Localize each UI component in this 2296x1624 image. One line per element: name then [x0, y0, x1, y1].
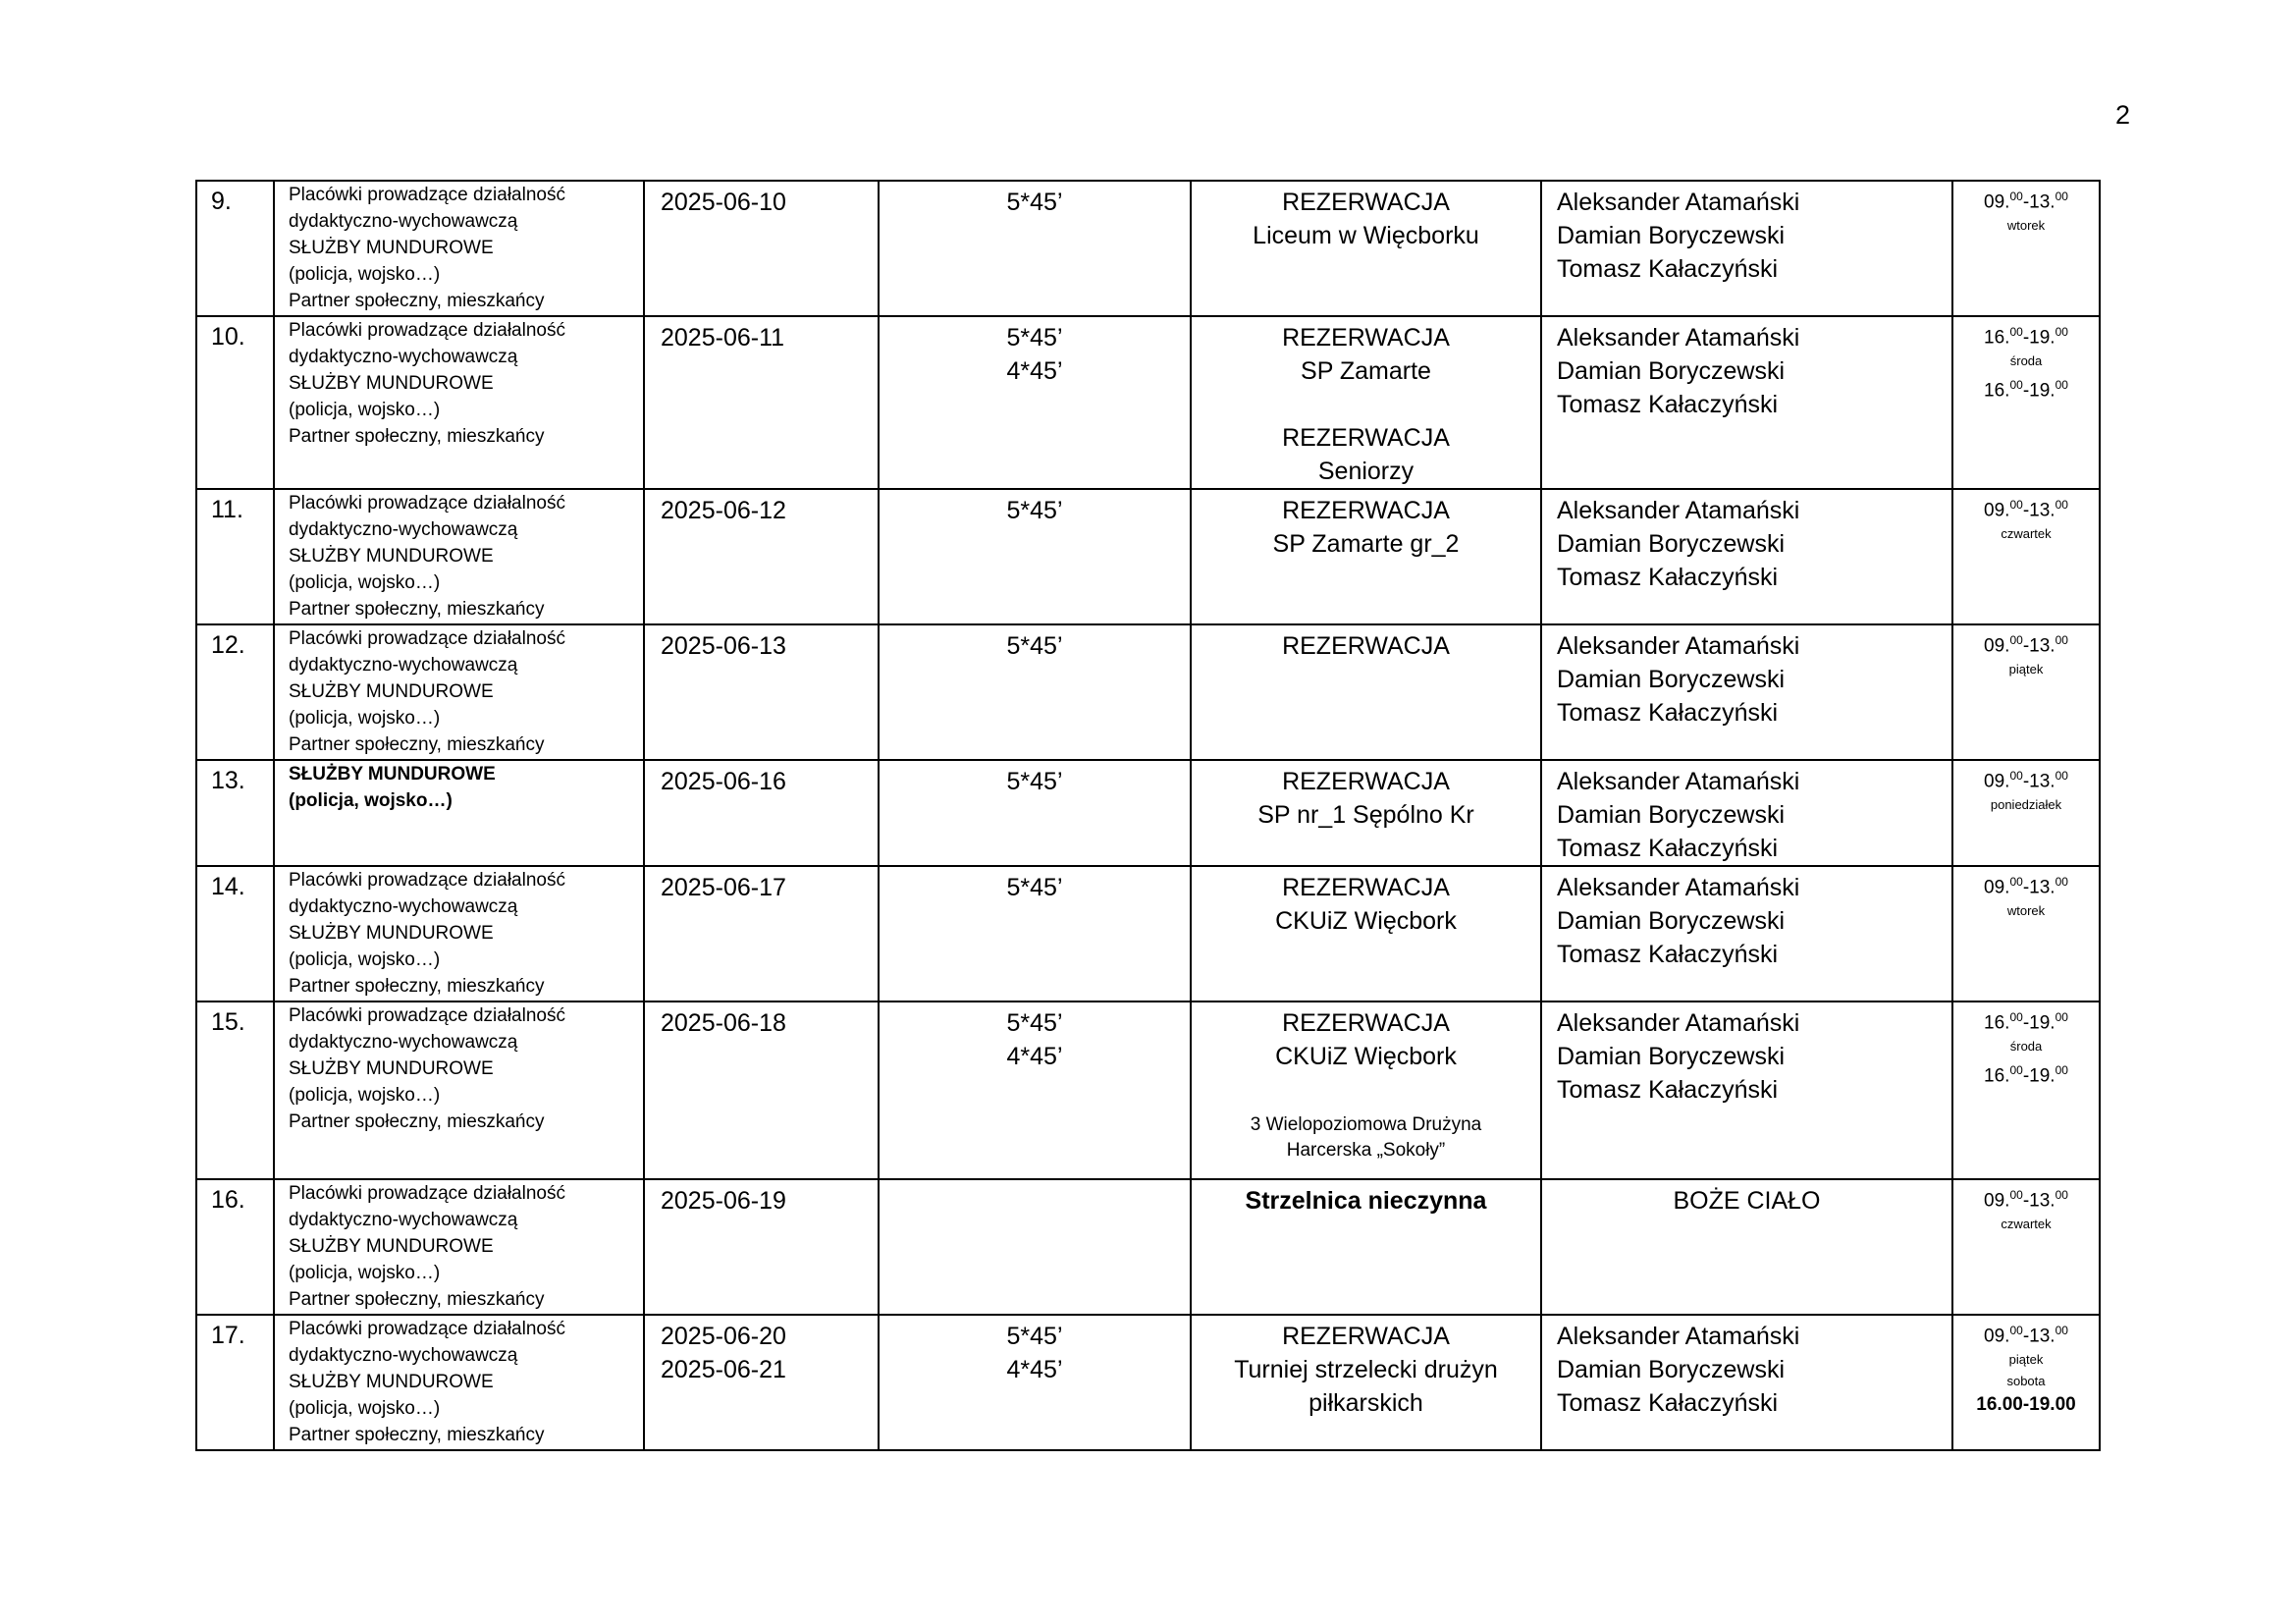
target-line: (policja, wojsko…)	[289, 1085, 441, 1106]
status-line: piłkarskich	[1308, 1389, 1423, 1417]
duration: 5*45’	[1006, 1323, 1063, 1350]
date: 2025-06-11	[661, 324, 785, 352]
hours-cell	[1952, 181, 2100, 316]
status-line: SP Zamarte gr_2	[1272, 530, 1460, 558]
staff-name: Tomasz Kałaczyński	[1557, 564, 1779, 591]
duration: 5*45’	[1006, 1009, 1063, 1037]
table-row	[196, 760, 2100, 866]
duration: 5*45’	[1006, 874, 1063, 901]
status-line: REZERWACJA	[1282, 1009, 1450, 1037]
staff-name: Damian Boryczewski	[1557, 530, 1786, 558]
target-line: Placówki prowadzące działalność	[289, 870, 565, 891]
time-range: 16.00-19.00	[1984, 325, 2068, 349]
staff-name: Tomasz Kałaczyński	[1557, 391, 1779, 418]
target-line: Placówki prowadzące działalność	[289, 493, 565, 514]
date-cell	[644, 316, 879, 489]
status-cell	[1191, 489, 1541, 624]
staff-name: Aleksander Atamański	[1557, 324, 1800, 352]
status-line: Seniorzy	[1317, 458, 1415, 485]
target-line: Partner społeczny, mieszkańcy	[289, 734, 545, 755]
time-range: 09.00-13.00	[1984, 633, 2068, 657]
date-cell	[644, 760, 879, 866]
weekday: wtorek	[2006, 218, 2046, 234]
target-group	[274, 866, 644, 1001]
date: 2025-06-17	[661, 874, 786, 901]
status-line: Turniej strzelecki drużyn	[1234, 1356, 1498, 1383]
table-row	[196, 624, 2100, 760]
staff-name: Tomasz Kałaczyński	[1557, 699, 1779, 727]
staff-name: Aleksander Atamański	[1557, 1323, 1800, 1350]
status-line: REZERWACJA	[1282, 874, 1450, 901]
target-line: dydaktyczno-wychowawczą	[289, 1032, 518, 1053]
duration: 4*45’	[1006, 1043, 1063, 1070]
staff-name: Aleksander Atamański	[1557, 768, 1800, 795]
time-range: 16.00-19.00	[1984, 1063, 2068, 1087]
date-cell	[644, 181, 879, 316]
staff-cell	[1541, 1315, 1952, 1450]
status-line: CKUiZ Więcbork	[1275, 907, 1457, 935]
staff-name: Damian Boryczewski	[1557, 357, 1786, 385]
weekday: czwartek	[2001, 526, 2052, 542]
target-line: (policja, wojsko…)	[289, 949, 441, 970]
staff-name: Damian Boryczewski	[1557, 1043, 1786, 1070]
weekday: wtorek	[2006, 903, 2046, 919]
staff-name: Tomasz Kałaczyński	[1557, 835, 1779, 862]
target-line: Placówki prowadzące działalność	[289, 628, 565, 649]
staff-name: Damian Boryczewski	[1557, 907, 1786, 935]
date: 2025-06-19	[661, 1187, 786, 1215]
table-row	[196, 489, 2100, 624]
row-number: 12.	[196, 624, 274, 760]
duration: 4*45’	[1006, 357, 1063, 385]
status-cell	[1191, 181, 1541, 316]
date: 2025-06-20	[661, 1323, 786, 1350]
staff-cell	[1541, 624, 1952, 760]
target-line: (policja, wojsko…)	[289, 708, 441, 729]
status-line: REZERWACJA	[1282, 768, 1450, 795]
weekday: piątek	[2008, 1352, 2044, 1368]
status-line: CKUiZ Więcbork	[1275, 1043, 1457, 1070]
target-line: Placówki prowadzące działalność	[289, 1319, 565, 1339]
date-cell	[644, 624, 879, 760]
table-row	[196, 1179, 2100, 1315]
hours-cell	[1952, 1179, 2100, 1315]
target-line: SŁUŻBY MUNDUROWE	[289, 1372, 494, 1392]
staff-name: Aleksander Atamański	[1557, 497, 1800, 524]
target-line: SŁUŻBY MUNDUROWE	[289, 373, 494, 394]
status-note: 3 Wielopoziomowa Drużyna Harcerska „Sokoły”	[1250, 1114, 1482, 1161]
target-line: dydaktyczno-wychowawczą	[289, 655, 518, 676]
target-line: dydaktyczno-wychowawczą	[289, 519, 518, 540]
staff-name: Tomasz Kałaczyński	[1557, 255, 1779, 283]
date: 2025-06-21	[661, 1356, 786, 1383]
duration: 5*45’	[1006, 768, 1063, 795]
duration-cell	[879, 866, 1191, 1001]
hours-cell	[1952, 316, 2100, 489]
target-group	[274, 1179, 644, 1315]
duration-cell	[879, 316, 1191, 489]
target-group	[274, 1315, 644, 1450]
duration: 5*45’	[1006, 189, 1063, 216]
weekday: środa	[2009, 1039, 2043, 1055]
duration-cell	[879, 181, 1191, 316]
status-cell	[1191, 1179, 1541, 1315]
target-line: (policja, wojsko…)	[289, 790, 453, 811]
staff-cell	[1541, 1179, 1952, 1315]
hours-cell	[1952, 1001, 2100, 1179]
time-range: 09.00-13.00	[1984, 498, 2068, 521]
staff-name: Tomasz Kałaczyński	[1557, 1076, 1779, 1104]
target-line: SŁUŻBY MUNDUROWE	[289, 681, 494, 702]
staff-cell	[1541, 866, 1952, 1001]
table-row	[196, 866, 2100, 1001]
row-number: 16.	[196, 1179, 274, 1315]
status-cell	[1191, 866, 1541, 1001]
staff-name: Aleksander Atamański	[1557, 1009, 1800, 1037]
hours-cell	[1952, 760, 2100, 866]
date-cell	[644, 1179, 879, 1315]
time-range: 16.00-19.00	[1984, 1010, 2068, 1034]
row-number: 14.	[196, 866, 274, 1001]
staff-name: Aleksander Atamański	[1557, 874, 1800, 901]
target-line: (policja, wojsko…)	[289, 1263, 441, 1283]
weekday: piątek	[2008, 662, 2044, 677]
target-line: Partner społeczny, mieszkańcy	[289, 1289, 545, 1310]
time-range: 09.00-13.00	[1984, 1324, 2068, 1347]
status-cell	[1191, 1315, 1541, 1450]
target-line: SŁUŻBY MUNDUROWE	[289, 1058, 494, 1079]
duration: 5*45’	[1006, 497, 1063, 524]
date: 2025-06-10	[661, 189, 786, 216]
date-cell	[644, 489, 879, 624]
status-line: Liceum w Więcborku	[1253, 222, 1479, 249]
row-number: 10.	[196, 316, 274, 489]
weekday: czwartek	[2001, 1217, 2052, 1232]
date: 2025-06-18	[661, 1009, 786, 1037]
status-cell	[1191, 1001, 1541, 1179]
status-cell	[1191, 316, 1541, 489]
row-number: 17.	[196, 1315, 274, 1450]
date-cell	[644, 866, 879, 1001]
date: 2025-06-12	[661, 497, 786, 524]
target-line: Placówki prowadzące działalność	[289, 1005, 565, 1026]
time-range: 09.00-13.00	[1984, 769, 2068, 792]
target-line: Partner społeczny, mieszkańcy	[289, 1425, 545, 1445]
duration-cell	[879, 1315, 1191, 1450]
status-line: SP Zamarte	[1301, 357, 1431, 385]
time-range: 09.00-13.00	[1984, 189, 2068, 213]
staff-cell	[1541, 1001, 1952, 1179]
target-line: Placówki prowadzące działalność	[289, 185, 565, 205]
target-group	[274, 624, 644, 760]
target-group	[274, 181, 644, 316]
duration-cell	[879, 1179, 1191, 1315]
staff-name: Damian Boryczewski	[1557, 1356, 1786, 1383]
target-line: SŁUŻBY MUNDUROWE	[289, 546, 494, 567]
weekday: środa	[2009, 353, 2043, 369]
hours-cell	[1952, 866, 2100, 1001]
time-range: 16.00-19.00	[1984, 378, 2068, 402]
schedule-table	[195, 180, 2101, 1451]
target-line: SŁUŻBY MUNDUROWE	[289, 238, 494, 258]
row-number: 13.	[196, 760, 274, 866]
time-range: 16.00-19.00	[1976, 1394, 2076, 1416]
duration-cell	[879, 1001, 1191, 1179]
staff-cell	[1541, 316, 1952, 489]
hours-cell	[1952, 489, 2100, 624]
holiday-label: BOŻE CIAŁO	[1673, 1187, 1821, 1215]
target-group	[274, 316, 644, 489]
status-line: REZERWACJA	[1282, 324, 1450, 352]
target-line: Partner społeczny, mieszkańcy	[289, 426, 545, 447]
table-row	[196, 181, 2100, 316]
duration: 5*45’	[1006, 324, 1063, 352]
status-line: REZERWACJA	[1282, 424, 1450, 452]
time-range: 09.00-13.00	[1984, 1188, 2068, 1212]
staff-cell	[1541, 489, 1952, 624]
weekday: poniedziałek	[1990, 797, 2062, 813]
status-line: REZERWACJA	[1282, 189, 1450, 216]
status-line: REZERWACJA	[1282, 632, 1450, 660]
target-line: dydaktyczno-wychowawczą	[289, 347, 518, 367]
status-cell	[1191, 624, 1541, 760]
duration: 5*45’	[1006, 632, 1063, 660]
target-line: Partner społeczny, mieszkańcy	[289, 599, 545, 620]
date: 2025-06-16	[661, 768, 786, 795]
duration-cell	[879, 760, 1191, 866]
target-group	[274, 489, 644, 624]
target-group	[274, 760, 644, 866]
date-cell	[644, 1315, 879, 1450]
target-line: (policja, wojsko…)	[289, 1398, 441, 1419]
target-line: (policja, wojsko…)	[289, 400, 441, 420]
date: 2025-06-13	[661, 632, 786, 660]
duration: 4*45’	[1006, 1356, 1063, 1383]
target-line: SŁUŻBY MUNDUROWE	[289, 1236, 494, 1257]
target-line: Partner społeczny, mieszkańcy	[289, 976, 545, 997]
time-range: 09.00-13.00	[1984, 875, 2068, 898]
table-row	[196, 1001, 2100, 1179]
hours-cell	[1952, 624, 2100, 760]
closed-notice: Strzelnica nieczynna	[1245, 1187, 1487, 1215]
target-line: dydaktyczno-wychowawczą	[289, 211, 518, 232]
target-group	[274, 1001, 644, 1179]
row-number: 9.	[196, 181, 274, 316]
target-line: Placówki prowadzące działalność	[289, 320, 565, 341]
target-line: dydaktyczno-wychowawczą	[289, 1210, 518, 1230]
target-line: dydaktyczno-wychowawczą	[289, 896, 518, 917]
row-number: 11.	[196, 489, 274, 624]
row-number: 15.	[196, 1001, 274, 1179]
target-line: SŁUŻBY MUNDUROWE	[289, 764, 496, 785]
weekday: sobota	[2006, 1374, 2046, 1389]
staff-name: Aleksander Atamański	[1557, 632, 1800, 660]
status-line: SP nr_1 Sępólno Kr	[1257, 801, 1474, 829]
hours-cell	[1952, 1315, 2100, 1450]
staff-name: Damian Boryczewski	[1557, 222, 1786, 249]
target-line: SŁUŻBY MUNDUROWE	[289, 923, 494, 944]
schedule-body	[196, 181, 2100, 1450]
staff-name: Aleksander Atamański	[1557, 189, 1800, 216]
table-row	[196, 1315, 2100, 1450]
table-row	[196, 316, 2100, 489]
target-line: (policja, wojsko…)	[289, 572, 441, 593]
staff-cell	[1541, 181, 1952, 316]
status-line: REZERWACJA	[1282, 1323, 1450, 1350]
staff-name: Damian Boryczewski	[1557, 666, 1786, 693]
target-line: (policja, wojsko…)	[289, 264, 441, 285]
status-cell	[1191, 760, 1541, 866]
target-line: Placówki prowadzące działalność	[289, 1183, 565, 1204]
staff-name: Tomasz Kałaczyński	[1557, 1389, 1779, 1417]
date-cell	[644, 1001, 879, 1179]
staff-name: Tomasz Kałaczyński	[1557, 941, 1779, 968]
status-line: REZERWACJA	[1282, 497, 1450, 524]
duration-cell	[879, 624, 1191, 760]
target-line: dydaktyczno-wychowawczą	[289, 1345, 518, 1366]
target-line: Partner społeczny, mieszkańcy	[289, 291, 545, 311]
staff-cell	[1541, 760, 1952, 866]
duration-cell	[879, 489, 1191, 624]
page-number: 2	[2114, 100, 2130, 130]
target-line: Partner społeczny, mieszkańcy	[289, 1111, 545, 1132]
staff-name: Damian Boryczewski	[1557, 801, 1786, 829]
